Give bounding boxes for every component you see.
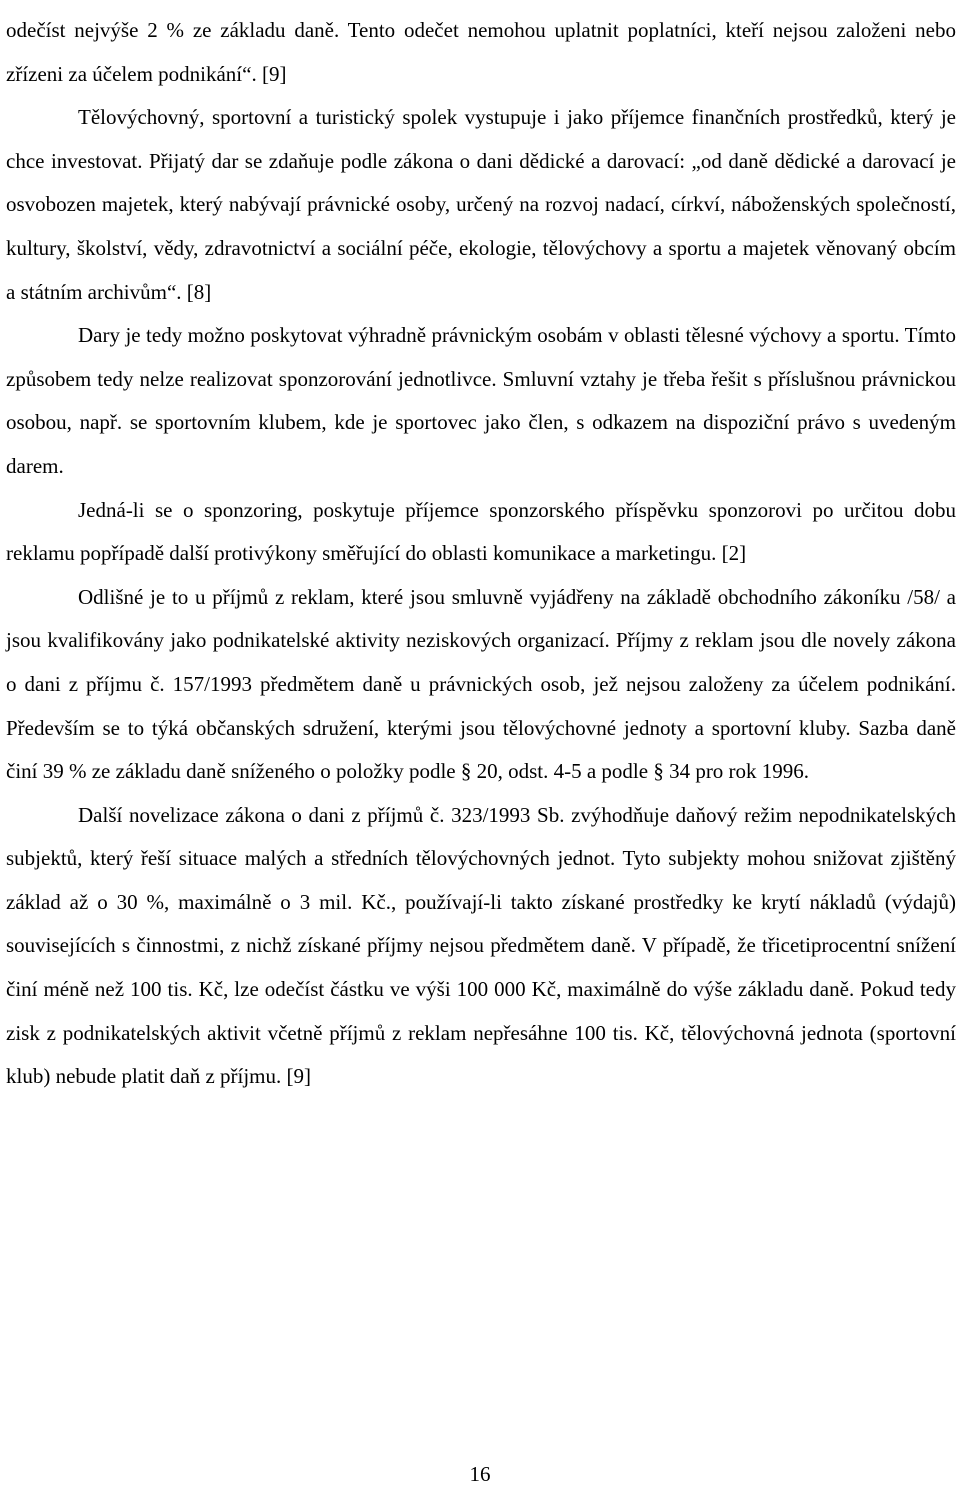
paragraph-sponsoring: Jedná-li se o sponzoring, poskytuje příjemce sponzorského příspěvku sponzorovi po určitou dobu reklamu popřípadě další protivýkony směřující do oblasti komunikace a marketingu. [2] (6, 497, 956, 566)
paragraph-advertising-income: Odlišné je to u příjmů z reklam, které jsou smluvně vyjádřeny na základě obchodního zákoníku /58/ a jsou kvalifikovány jako podnikatelské aktivity neziskových organizací. Příjmy z reklam jsou dle novely zákona o dani z příjmu č. 157/1993 předmětem daně u právnických osob, jež nejsou založeny za účelem podnikání. Především se to týká občanských sdružení, kterými jsou tělovýchovné jednoty a sportovní kluby. Sazba daně činí 39 % ze základu daně sníženého o položky podle § 20, odst. 4-5 a podle § 34 pro rok 1996. (6, 584, 956, 784)
page-number: 16 (469, 1462, 491, 1486)
document-page (6, 0, 956, 1099)
paragraph-continuation: odečíst nejvýše 2 % ze základu daně. Tento odečet nemohou uplatnit poplatníci, kteří nejsou založeni nebo zřízeni za účelem podnikání“. [9] (6, 18, 956, 86)
paragraph-tax-amendment: Další novelizace zákona o dani z příjmů č. 323/1993 Sb. zvýhodňuje daňový režim nepodnikatelských subjektů, který řeší situace malých a středních tělovýchovných jednot. Tyto subjekty mohou snižovat zjištěný základ až o 30 %, maximálně o 3 mil. Kč., používají-li takto získané prostředky ke krytí nákladů (výdajů) souvisejících s činnostmi, z nichž získané příjmy nejsou předmětem daně. V případě, že třicetiprocentní snížení činí méně než 100 tis. Kč, lze odečíst částku ve výši 100 000 Kč, maximálně do výše základu daně. Pokud tedy zisk z podnikatelských aktivit včetně příjmů z reklam nepřesáhne 100 tis. Kč, tělovýchovná jednota (sportovní klub) nebude platit daň z příjmu. [9] (6, 802, 956, 1089)
paragraph-gifts-legal-entities: Dary je tedy možno poskytovat výhradně právnickým osobám v oblasti tělesné výchovy a sportu. Tímto způsobem tedy nelze realizovat sponzorování jednotlivce. Smluvní vztahy je třeba řešit s příslušnou právnickou osobou, např. se sportovním klubem, kde je sportovec jako člen, s odkazem na dispoziční právo s uvedeným darem. (6, 323, 956, 478)
paragraph-sports-club-donations: Tělovýchovný, sportovní a turistický spolek vystupuje i jako příjemce finančních prostředků, který je chce investovat. Přijatý dar se zdaňuje podle zákona o dani dědické a darovací: „od daně dědické a darovací je osvobozen majetek, který nabývají právnické osoby, určený na rozvoj nadací, církví, náboženských společností, kultury, školství, vědy, zdravotnictví a sociální péče, ekologie, tělovýchovy a sportu a majetek věnovaný obcím a státním archivům“. [8] (6, 105, 956, 304)
